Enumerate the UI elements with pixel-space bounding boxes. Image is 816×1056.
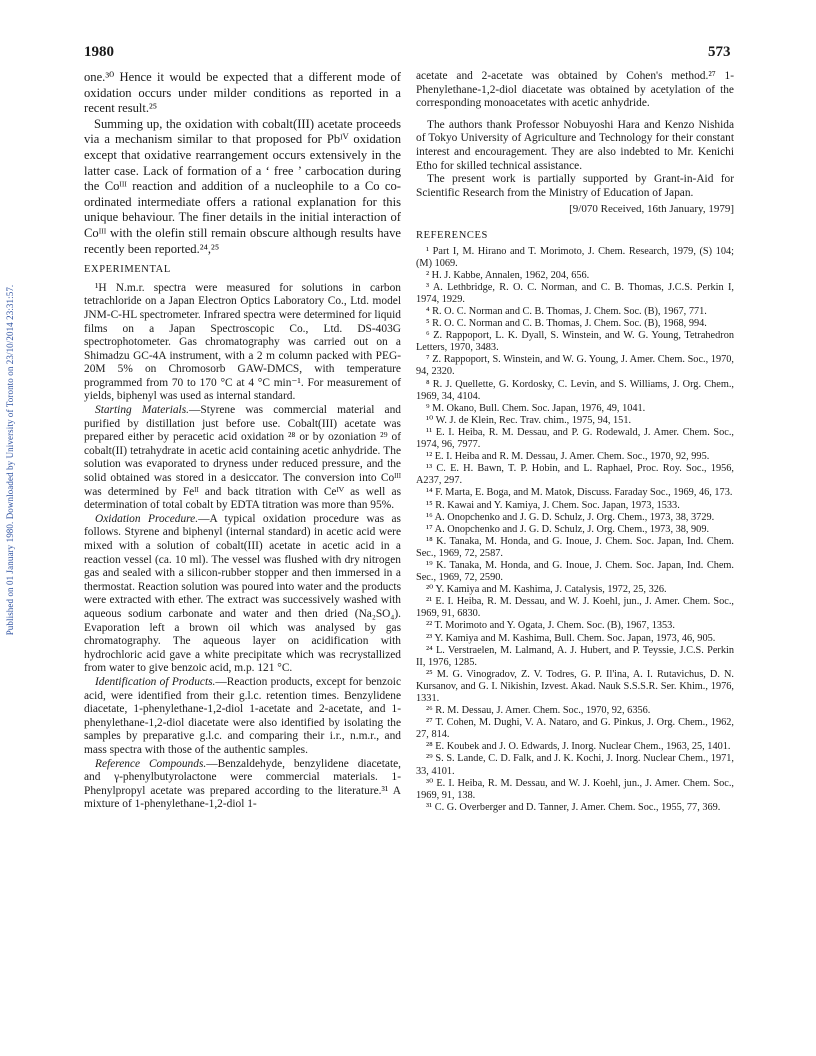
reference-item: ⁴ R. O. C. Norman and C. B. Thomas, J. Chem. Soc. (B), 1967, 771. (426, 306, 707, 317)
oxidation-procedure-title: Oxidation Procedure. (95, 512, 199, 525)
reference-item: ¹⁹ K. Tanaka, M. Honda, and G. Inoue, J. Chem. Soc. Japan, Ind. Chem. Sec., 1969, 72, 2590. (416, 559, 734, 584)
funding-paragraph: The present work is partially supported by Grant-in-Aid for Scientific Research from the Ministry of Education of Japan. (416, 173, 734, 199)
reference-item: ¹⁶ A. Onopchenko and J. G. D. Schulz, J. Org. Chem., 1973, 38, 3729. (426, 511, 715, 523)
identification-body: —Reaction products, except for benzoic acid, were identified from their g.l.c. retention times. Benzylidene diacetate, 1-phenylethane-1,2-diol 1-acetate and 2-acetate, and 1-phenylethane-1,2-diol diacetate were also identified by isolating the samples by preparative g.l.c. and comparing their i.r., n.m.r., and mass spectra with those of the authentic samples. (84, 675, 402, 756)
oxidation-procedure-body: —A typical oxidation procedure was as follows. Styrene and biphenyl (internal standard) in acetic acid were mixed with a solution of cobalt(III) acetate in acetic acid in a reaction vessel (ca. 10 ml). The vessel was flushed with dry nitrogen gas and sealed with a silicon-rubber stopper and then immersed in a thermostat. Reaction solution was poured into water and the products were extracted with ether. The extract was successively washed with aqueous sodium carbonate and water and then dried (Na₂SO₄). Evaporation left a brown oil which was analysed by gas chromatography. The aqueous layer on acidification with hydrochloric acid gave a white precipitate which was recrystallized from water to give benzoic acid, m.p. 121 °C. (84, 512, 401, 675)
reference-compounds-title: Reference Compounds. (95, 757, 207, 770)
download-watermark (4, 170, 16, 750)
experimental-heading: EXPERIMENTAL (84, 264, 171, 276)
reference-item: ¹¹ E. I. Heiba, R. M. Dessau, and P. G. Rodewald, J. Amer. Chem. Soc., 1974, 96, 7977. (416, 426, 734, 451)
intro-paragraph-2: Summing up, the oxidation with cobalt(III) acetate proceeds via a mechanism similar to that proposed for Pbᴵⱽ oxidation except that oxidative rearrangement occurs extensively in the latter case. Lack of formation of a ‘ free ’ carbocation during the Coᴵᴵᴵ reaction and addition of a nucleophile to a Co co-ordinated intermediate offers a rational explanation for this unique behaviour. The finer details in the initial interaction of Coᴵᴵᴵ with the olefin still remain obscure although results have recently been reported.²⁴,²⁵ (84, 116, 401, 256)
reference-item: ²⁷ T. Cohen, M. Dughi, V. A. Nataro, and G. Pinkus, J. Org. Chem., 1962, 27, 814. (416, 717, 734, 741)
reference-item: ²⁵ M. G. Vinogradov, Z. V. Todres, G. P. Il'ina, A. I. Rutavichus, D. N. Kursanov, and G. I. Nikishin, Izvest. Akad. Nauk S.S.S.R. Ser. Khim., 1976, 1331. (416, 668, 734, 704)
reference-item: ⁷ Z. Rappoport, S. Winstein, and W. G. Young, J. Amer. Chem. Soc., 1970, 94, 2320. (416, 354, 734, 378)
identification-title: Identification of Products. (95, 675, 216, 688)
reference-item: ¹⁵ R. Kawai and Y. Kamiya, J. Chem. Soc. Japan, 1973, 1533. (426, 499, 680, 511)
reference-item: ⁵ R. O. C. Norman and C. B. Thomas, J. Chem. Soc. (B), 1968, 994. (426, 318, 707, 330)
right-column (416, 70, 734, 814)
download-watermark-text: Published on 01 January 1980. Downloaded by University of Toronto on 23/10/2014 23:31:57. (5, 284, 15, 636)
reference-item: ⁸ R. J. Quellette, G. Kordosky, C. Levin, and S. Williams, J. Org. Chem., 1969, 34, 4104. (416, 378, 734, 402)
reference-item: ¹² E. I. Heiba and R. M. Dessau, J. Amer. Chem. Soc., 1970, 92, 995. (426, 451, 710, 463)
reference-item: ²³ Y. Kamiya and M. Kashima, Bull. Chem. Soc. Japan, 1973, 46, 905. (426, 632, 716, 644)
page-number: 573 (708, 44, 731, 60)
starting-materials-title: Starting Materials. (95, 404, 189, 417)
identification-paragraph (84, 676, 401, 758)
journal-year: 1980 (84, 44, 114, 60)
reference-item: ¹⁷ A. Onopchenko and J. G. D. Schulz, J. Org. Chem., 1973, 38, 909. (426, 523, 710, 535)
reference-item: ²⁴ L. Verstraelen, M. Lalmand, A. J. Hubert, and P. Teyssie, J.C.S. Perkin II, 1976, 1285. (416, 644, 734, 668)
reference-item: ¹³ C. E. H. Bawn, T. P. Hobin, and L. Raphael, Proc. Roy. Soc., 1956, A237, 297. (416, 463, 734, 487)
reference-item: ²⁹ S. S. Lande, C. D. Falk, and J. K. Kochi, J. Inorg. Nuclear Chem., 1971, 33, 4101. (416, 753, 734, 777)
reference-item: ²⁰ Y. Kamiya and M. Kashima, J. Catalysis, 1972, 25, 326. (426, 584, 667, 596)
reference-item: ²¹ E. I. Heiba, R. M. Dessau, and W. J. Koehl, jun., J. Amer. Chem. Soc., 1969, 91, 6830. (416, 596, 734, 620)
reference-item: ³ A. Lethbridge, R. O. C. Norman, and C. B. Thomas, J.C.S. Perkin I, 1974, 1929. (416, 281, 734, 305)
continued-paragraph: acetate and 2-acetate was obtained by Cohen's method.²⁷ 1-Phenylethane-1,2-diol diacetate was obtained by acetylation of the corresponding monoacetates with acetic anhydride. (416, 70, 734, 110)
reference-item: ³¹ C. G. Overberger and D. Tanner, J. Amer. Chem. Soc., 1955, 77, 369. (426, 801, 721, 813)
reference-item: ² H. J. Kabbe, Annalen, 1962, 204, 656. (426, 269, 590, 281)
reference-item: ¹ Part I, M. Hirano and T. Morimoto, J. Chem. Research, 1979, (S) 104; (M) 1069. (416, 245, 734, 269)
reference-compounds-paragraph (84, 758, 401, 812)
reference-item: ⁶ Z. Rappoport, L. K. Dyall, S. Winstein, and W. G. Young, Tetrahedron Letters, 1970, 3483. (416, 330, 734, 354)
references-list (416, 246, 734, 814)
reference-compounds-body: —Benzaldehyde, benzylidene diacetate, and γ-phenylbutyrolactone were commercial materials. 1-Phenylpropyl acetate was prepared according to the literature.³¹ A mixture of 1-phenylethane-1,2-diol 1- (84, 757, 402, 811)
left-column (84, 70, 401, 812)
reference-item: ²² T. Morimoto and Y. Ogata, J. Chem. Soc. (B), 1967, 1353. (426, 620, 675, 632)
received-date: [9/070 Received, 16th January, 1979] (569, 203, 734, 216)
reference-item: ⁹ M. Okano, Bull. Chem. Soc. Japan, 1976, 49, 1041. (426, 402, 646, 414)
oxidation-procedure-paragraph (84, 513, 401, 676)
reference-item: ¹⁴ F. Marta, E. Boga, and M. Matok, Discuss. Faraday Soc., 1969, 46, 173. (426, 487, 733, 499)
experimental-paragraph-nmr: ¹H N.m.r. spectra were measured for solutions in carbon tetrachloride on a Japan Electron Optics Laboratory Co., Ltd. model JNM-C-HL spectrometer. Infrared spectra were determined for liquid films on a Japan Spectroscopic Co., Ltd. DS-403G spectrophotometer. Gas chromatography was carried out on a Shimadzu GC-4A instrument, with a 2 m column packed with PEG-20M 5% on Chromosorb GAW-DMCS, with temperature programmed from 70 to 170 °C at 4 °C min⁻¹. For measurement of yields, biphenyl was used as internal standard. (84, 281, 401, 403)
reference-item: ²⁶ R. M. Dessau, J. Amer. Chem. Soc., 1970, 92, 6356. (426, 705, 651, 717)
reference-item: ²⁸ E. Koubek and J. O. Edwards, J. Inorg. Nuclear Chem., 1963, 25, 1401. (426, 741, 731, 753)
intro-paragraph-1: one.³⁰ Hence it would be expected that a different mode of oxidation occurs under milder conditions as reported in a recent result.²⁵ (84, 70, 401, 116)
reference-item: ¹⁸ K. Tanaka, M. Honda, and G. Inoue, J. Chem. Soc. Japan, Ind. Chem. Sec., 1969, 72, 2587. (416, 535, 734, 559)
reference-item: ³⁰ E. I. Heiba, R. M. Dessau, and W. J. Koehl, jun., J. Amer. Chem. Soc., 1969, 91, 138. (416, 777, 734, 801)
starting-materials-paragraph (84, 404, 401, 513)
reference-item: ¹⁰ W. J. de Klein, Rec. Trav. chim., 1975, 94, 151. (426, 414, 632, 426)
acknowledgement-paragraph: The authors thank Professor Nobuyoshi Hara and Kenzo Nishida of Tokyo University of Agriculture and Technology for their constant interest and encouragement. They are also indebted to Mr. Kenichi Etho for skilled technical assistance. (416, 118, 734, 172)
references-heading: REFERENCES (416, 229, 488, 241)
starting-materials-body: —Styrene was commercial material and purified by distillation just before use. Cobalt(III) acetate was prepared either by peracetic acid oxidation ²⁸ or by ozoniation ²⁹ of cobalt(II) tetrahydrate in acetic acid containing acetic anhydride. The solution was evaporated to dryness under reduced pressure, and the solid obtained was stored in a desiccator. The conversion into Coᴵᴵᴵ was determined by Feᴵᴵ and back titration with Ceᴵⱽ as well as determination of total cobalt by EDTA titration was more than 95%. (84, 404, 401, 512)
